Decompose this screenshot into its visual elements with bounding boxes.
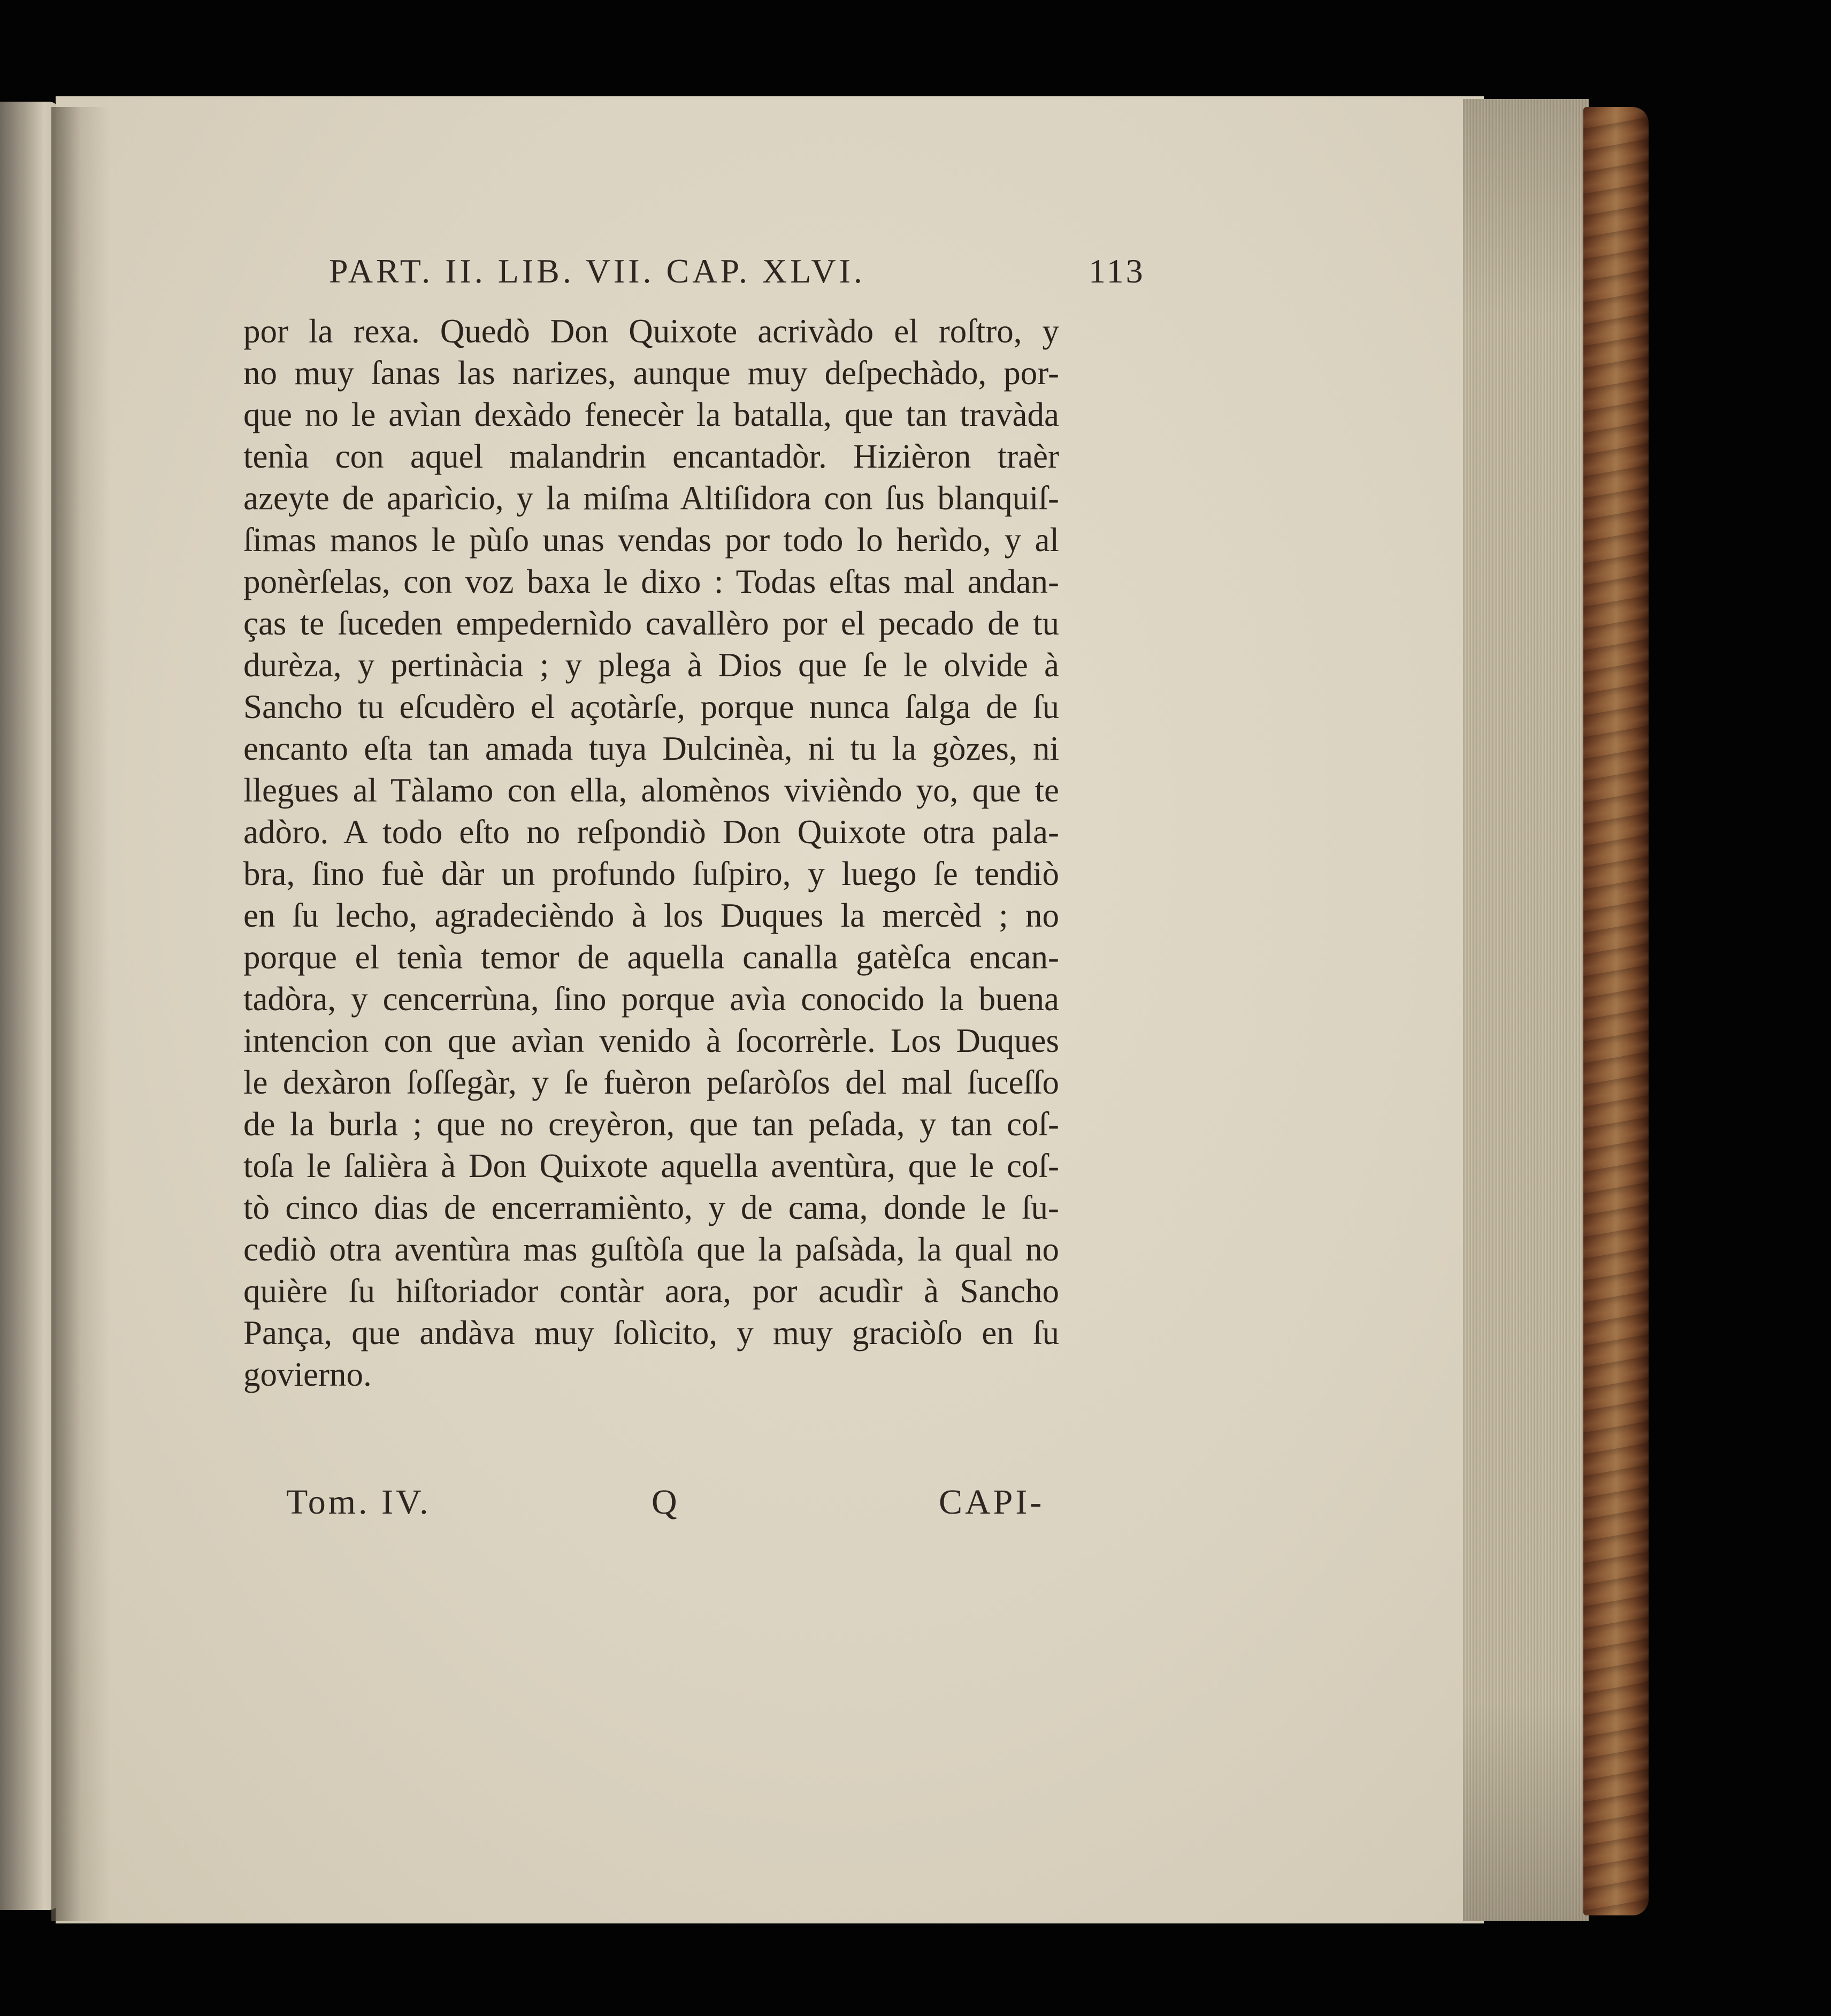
page-number: 113 xyxy=(1089,252,1145,290)
text-line: azeyte de aparìcio, y la miſma Altiſidora con ſus blanquiſ- xyxy=(243,479,1059,517)
text-line: tadòra, y cencerrùna, ſino porque avìa conocido la buena xyxy=(243,980,1059,1018)
volume-mark: Tom. IV. xyxy=(286,1483,431,1522)
running-head: PART. II. LIB. VII. CAP. XLVI. xyxy=(329,252,865,290)
text-line: Sancho tu eſcudèro el açotàrſe, porque nunca ſalga de ſu xyxy=(243,688,1059,726)
text-line: cediò otra aventùra mas guſtòſa que la paſsàda, la qual no xyxy=(243,1231,1059,1268)
text-line: que no le avìan dexàdo fenecèr la batalla, que tan travàda xyxy=(243,396,1059,433)
page-block-edge xyxy=(1463,99,1589,1921)
text-line: llegues al Tàlamo con ella, alomènos vivièndo yo, que te xyxy=(243,772,1059,809)
text-line: durèza, y pertinàcia ; y plega à Dios que ſe le olvide à xyxy=(243,646,1059,684)
text-line: adòro. A todo eſto no reſpondiò Don Quixote otra pala- xyxy=(243,813,1059,851)
gutter-shadow xyxy=(51,107,110,1921)
text-line: encanto eſta tan amada tuya Dulcinèa, ni tu la gòzes, ni xyxy=(243,730,1059,767)
text-line: no muy ſanas las narizes, aunque muy deſpechàdo, por- xyxy=(243,354,1059,392)
text-line: ças te ſuceden empedernìdo cavallèro por el pecado de tu xyxy=(243,605,1059,642)
text-line: quière ſu hiſtoriador contàr aora, por acudìr à Sancho xyxy=(243,1272,1059,1310)
text-line: govierno. xyxy=(243,1356,372,1393)
text-line: le dexàron ſoſſegàr, y ſe fuèron peſaròſos del mal ſuceſſo xyxy=(243,1064,1059,1101)
left-page-edge xyxy=(0,102,59,1910)
text-line: tò cinco dias de encerramiènto, y de cama, donde le ſu- xyxy=(243,1189,1059,1226)
text-line: toſa le ſalièra à Don Quixote aquella aventùra, que le coſ- xyxy=(243,1147,1059,1185)
text-line: Pança, que andàva muy ſolìcito, y muy graciòſo en ſu xyxy=(243,1314,1059,1351)
text-line: de la burla ; que no creyèron, que tan peſada, y tan coſ- xyxy=(243,1105,1059,1143)
text-line: intencion con que avìan venido à ſocorrèrle. Los Duques xyxy=(243,1022,1059,1059)
text-line: porque el tenìa temor de aquella canalla gatèſca encan- xyxy=(243,938,1059,976)
text-line: ſimas manos le pùſo unas vendas por todo lo herìdo, y al xyxy=(243,521,1059,559)
text-line: por la rexa. Quedò Don Quixote acrivàdo el roſtro, y xyxy=(243,312,1059,350)
signature-mark: Q xyxy=(652,1483,680,1522)
catchword: CAPI- xyxy=(939,1483,1045,1522)
text-line: bra, ſino fuè dàr un profundo ſuſpiro, y luego ſe tendiò xyxy=(243,855,1059,892)
leather-cover xyxy=(1583,107,1649,1915)
text-line: tenìa con aquel malandrin encantadòr. Hizièron traèr xyxy=(243,438,1059,475)
text-line: ponèrſelas, con voz baxa le dixo : Todas eſtas mal andan- xyxy=(243,563,1059,600)
text-line: en ſu lecho, agradecièndo à los Duques la mercèd ; no xyxy=(243,897,1059,934)
